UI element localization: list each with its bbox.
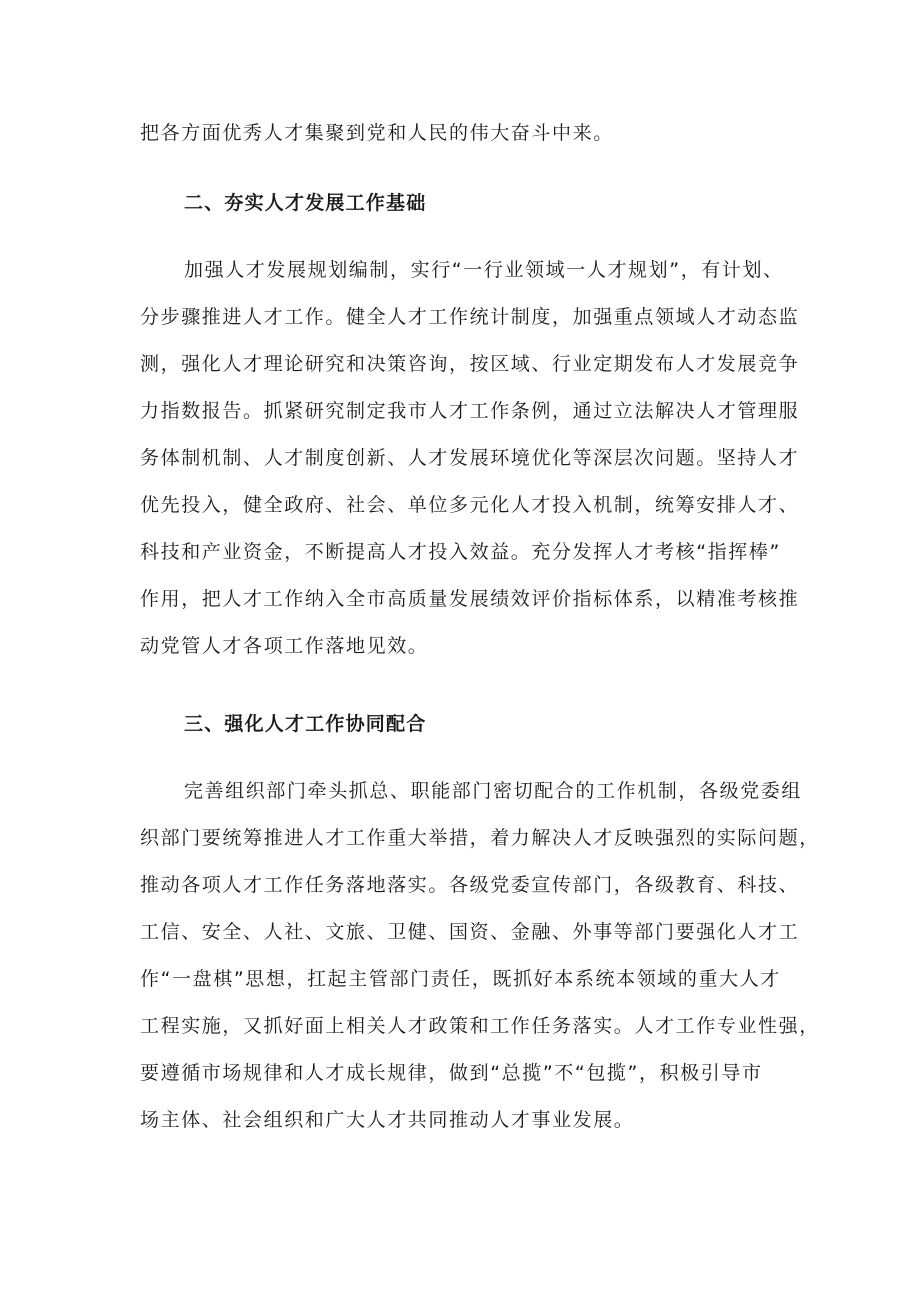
paragraph-line: 测，强化人才理论研究和决策咨询，按区域、行业定期发布人才发展竞争 — [140, 353, 800, 375]
intro-paragraph-tail: 把各方面优秀人才集聚到党和人民的伟大奋斗中来。 — [140, 122, 614, 144]
paragraph-line: 作“一盘棋”思想，扛起主管部门责任，既抓好本系统本领域的重大人才 — [140, 968, 781, 990]
paragraph-line: 务体制机制、人才制度创新、人才发展环境优化等深层次问题。坚持人才 — [140, 447, 800, 469]
paragraph-line: 推动各项人才工作任务落地落实。各级党委宣传部门，各级教育、科技、 — [140, 874, 800, 896]
paragraph-line: 工程实施，又抓好面上相关人才政策和工作任务落实。人才工作专业性强， — [140, 1015, 820, 1037]
paragraph-line: 场主体、社会组织和广大人才共同推动人才事业发展。 — [140, 1109, 635, 1131]
paragraph-line: 织部门要统筹推进人才工作重大举措，着力解决人才反映强烈的实际问题， — [140, 827, 820, 849]
paragraph-line: 要遵循市场规律和人才成长规律，做到“总揽”不“包揽”，积极引导市 — [140, 1062, 763, 1084]
paragraph-line: 动党管人才各项工作落地见效。 — [140, 635, 429, 657]
paragraph-line: 工信、安全、人社、文旅、卫健、国资、金融、外事等部门要强化人才工 — [140, 921, 800, 943]
paragraph-line: 科技和产业资金，不断提高人才投入效益。充分发挥人才考核“指挥棒” — [140, 541, 781, 563]
paragraph-line: 分步骤推进人才工作。健全人才工作统计制度，加强重点领域人才动态监 — [140, 306, 800, 328]
paragraph-line: 力指数报告。抓紧研究制定我市人才工作条例，通过立法解决人才管理服 — [140, 400, 800, 422]
section-3-heading: 三、强化人才工作协同配合 — [184, 713, 427, 735]
paragraph-line: 加强人才发展规划编制，实行“一行业领域一人才规划”，有计划、 — [184, 259, 784, 281]
paragraph-line: 作用，把人才工作纳入全市高质量发展绩效评价指标体系，以精准考核推 — [140, 588, 800, 610]
paragraph-line: 优先投入，健全政府、社会、单位多元化人才投入机制，统筹安排人才、 — [140, 494, 800, 516]
paragraph-line: 完善组织部门牵头抓总、职能部门密切配合的工作机制，各级党委组 — [184, 780, 803, 802]
section-2-heading: 二、夯实人才发展工作基础 — [184, 192, 427, 214]
